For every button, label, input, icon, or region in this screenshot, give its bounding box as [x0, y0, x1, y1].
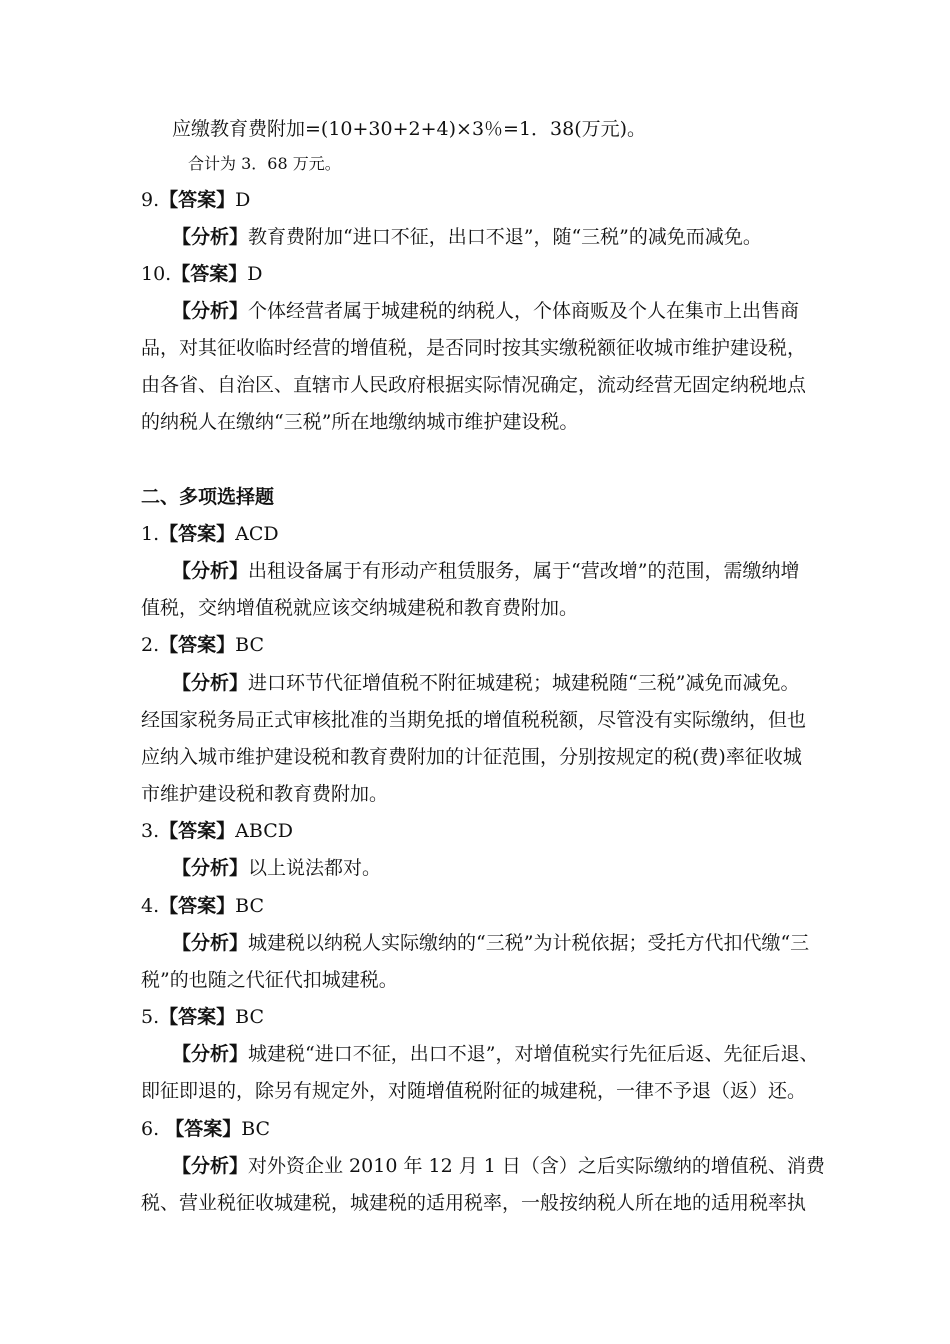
analysis-line: 【分析】以上说法都对。	[172, 857, 382, 879]
text-line: 值税，交纳增值税就应该交纳城建税和教育费附加。	[141, 597, 579, 619]
text-line: 应纳入城市维护建设税和教育费附加的计征范围，分别按规定的税(费)率征收城	[141, 746, 802, 768]
text-line: 税”的也随之代征代扣城建税。	[141, 969, 398, 991]
text-line: 品，对其征收临时经营的增值税，是否同时按其实缴税额征收城市维护建设税，	[141, 337, 807, 359]
answer-line: 2.【答案】BC	[141, 634, 265, 656]
text-line: 市维护建设税和教育费附加。	[141, 783, 389, 805]
answer-line: 5.【答案】BC	[141, 1006, 265, 1028]
answer-line: 4.【答案】BC	[141, 895, 265, 917]
analysis-line: 【分析】个体经营者属于城建税的纳税人，个体商贩及个人在集市上出售商	[172, 300, 800, 322]
analysis-line: 【分析】对外资企业 2010 年 12 月 1 日（含）之后实际缴纳的增值税、消费	[172, 1155, 825, 1177]
answer-line: 10.【答案】D	[141, 263, 263, 285]
analysis-line: 【分析】城建税以纳税人实际缴纳的“三税”为计税依据；受托方代扣代缴“三	[172, 932, 810, 954]
analysis-line: 【分析】进口环节代征增值税不附征城建税；城建税随“三税”减免而减免。	[172, 672, 800, 694]
analysis-line: 【分析】教育费附加“进口不征，出口不退”，随“三税”的减免而减免。	[172, 226, 762, 248]
answer-line: 9.【答案】D	[141, 189, 251, 211]
answer-line: 1.【答案】ACD	[141, 523, 279, 545]
text-line: 的纳税人在缴纳“三税”所在地缴纳城市维护建设税。	[141, 411, 579, 433]
text-line: 即征即退的，除另有规定外，对随增值税附征的城建税，一律不予退（返）还。	[141, 1080, 807, 1102]
section-heading: 二、多项选择题	[141, 486, 275, 508]
text-line: 税、营业税征收城建税，城建税的适用税率，一般按纳税人所在地的适用税率执	[141, 1192, 807, 1214]
text-line: 合计为 3．68 万元。	[188, 154, 341, 173]
analysis-line: 【分析】出租设备属于有形动产租赁服务，属于“营改增”的范围，需缴纳增	[172, 560, 800, 582]
text-line: 由各省、自治区、直辖市人民政府根据实际情况确定，流动经营无固定纳税地点	[141, 374, 807, 396]
text-line: 应缴教育费附加=(10+30+2+4)×3％=1．38(万元)。	[172, 118, 647, 140]
answer-line: 6. 【答案】BC	[141, 1118, 271, 1140]
answer-line: 3.【答案】ABCD	[141, 820, 293, 842]
analysis-line: 【分析】城建税“进口不征，出口不退”，对增值税实行先征后返、先征后退、	[172, 1043, 819, 1065]
text-line: 经国家税务局正式审核批准的当期免抵的增值税税额，尽管没有实际缴纳，但也	[141, 709, 807, 731]
